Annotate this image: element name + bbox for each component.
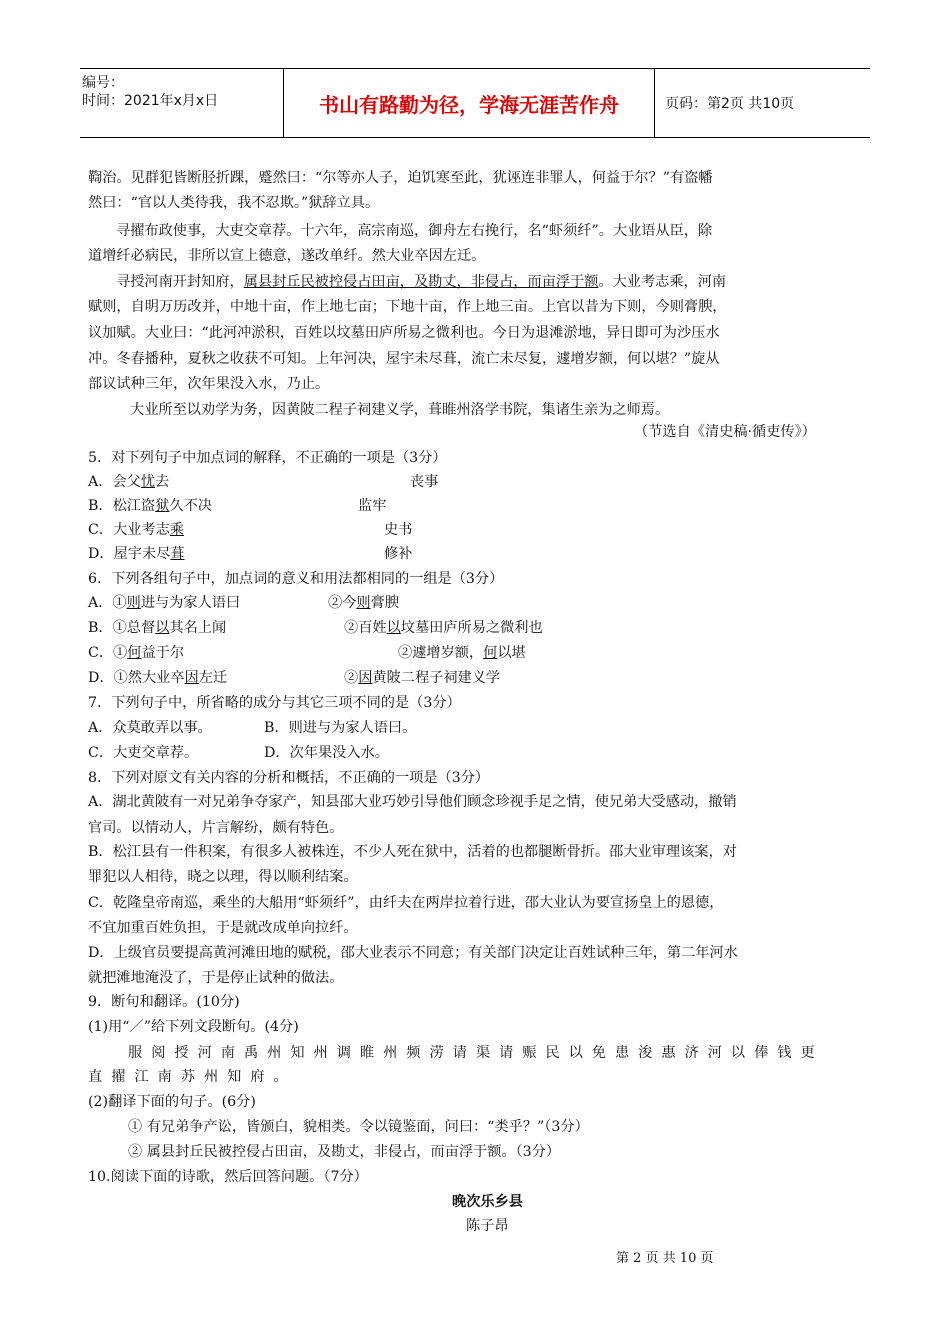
- text-segment: 以堪: [497, 645, 526, 661]
- text-segment: 膏腴: [370, 595, 399, 611]
- punctuation-text-line: 服阅授河南禹州知州调睢州频涝请渠请赈民以免患浚惠济河以俸钱更: [128, 1045, 824, 1061]
- option-c: C．大吏交章荐。: [88, 745, 199, 761]
- text-segment: ②遽增岁额，: [398, 645, 484, 661]
- subquestion-1: (1)用“／”给下列文段断句。(4分): [88, 1019, 299, 1035]
- option-b-line: 罪犯以人相待，晓之以理，得以顺利结案。: [88, 869, 358, 885]
- marked-word: 忧: [140, 474, 156, 490]
- option-c-1: [88, 643, 184, 663]
- option-b-2: [344, 618, 543, 638]
- option-b-1: [88, 618, 226, 638]
- text-segment: D．屋宇未尽: [88, 546, 171, 562]
- option-a: [88, 472, 169, 492]
- marked-word: 则: [356, 595, 371, 611]
- option-d-line: D．上级官员要提高黄河滩田地的赋税，邵大业表示不同意；有关部门决定让百姓试种三年，第二年河水: [88, 945, 738, 961]
- text-segment: 益于尔: [141, 645, 185, 661]
- question-stem: 6．下列各组句子中，加点词的意义和用法都相同的一组是（3分）: [88, 571, 504, 587]
- passage-line: 议加赋。大业曰：“此河冲淤积，百姓以坟墓田庐所易之微利也。今日为退滩淤地，异日即可为沙压水: [88, 325, 720, 341]
- option-a-1: [88, 593, 240, 613]
- option-a-2: [328, 593, 399, 613]
- poem-title: 晚次乐乡县: [452, 1194, 523, 1210]
- text-segment: D．①然大业卒: [88, 670, 185, 686]
- marked-word: 因: [358, 670, 373, 686]
- marked-word: 何: [127, 645, 142, 661]
- option-a-explanation: 丧事: [410, 474, 439, 490]
- marked-word: 则: [126, 595, 141, 611]
- translation-sentence-1: ① 有兄弟争产讼，皆颁白，貌相类。令以镜鉴面，问曰：“类乎？”（3分）: [128, 1119, 589, 1135]
- page-footer: 第 2 页 共 10 页: [616, 1251, 714, 1266]
- poem-author: 陈子昂: [466, 1218, 509, 1234]
- question-stem: 8．下列对原文有关内容的分析和概括，不正确的一项是（3分）: [88, 770, 490, 786]
- passage-line: [116, 272, 726, 292]
- marked-word: 以: [155, 620, 170, 636]
- text-segment: C．①: [88, 645, 128, 661]
- header-motto: 书山有路勤为径，学海无涯苦作舟: [284, 69, 655, 137]
- option-c-line: 不宜加重百姓负担，于是就改成单向拉纤。: [88, 920, 358, 936]
- option-b-explanation: 监牢: [358, 498, 387, 514]
- option-b-line: B．松江县有一件积案，有很多人被株连，不少人死在狱中，活着的也都腿断骨折。邵大业审理该案，对: [88, 844, 737, 860]
- question-stem: 10.阅读下面的诗歌，然后回答问题。（7分）: [88, 1169, 368, 1185]
- option-d: D．次年果没入水。: [264, 745, 389, 761]
- text-segment: 。大业考志乘，河南: [598, 274, 727, 290]
- subquestion-2: (2)翻译下面的句子。(6分): [88, 1094, 256, 1110]
- option-a-line: 官司。以情动人，片言解纷，颇有特色。: [88, 820, 344, 836]
- question-stem: 9．断句和翻译。(10分): [88, 994, 240, 1010]
- marked-word: 因: [184, 670, 199, 686]
- text-segment: 寻授河南开封知府，: [116, 274, 244, 290]
- option-d: [88, 544, 185, 564]
- option-a-line: A．湖北黄陂有一对兄弟争夺家产，知县邵大业巧妙引导他们顾念珍视手足之情，使兄弟大受感动，撤销: [88, 794, 737, 810]
- marked-word: 何: [483, 645, 498, 661]
- passage-line: 道增纤必病民，非所以宣上德意，遂改单纤。然大业卒因左迁。: [88, 248, 486, 264]
- text-segment: ②百姓: [344, 620, 387, 636]
- option-c-2: [398, 643, 526, 663]
- question-stem: 7．下列句子中，所省略的成分与其它三项不同的是（3分）: [88, 695, 461, 711]
- text-segment: 久不决: [169, 498, 212, 514]
- text-segment: 左迁: [198, 670, 228, 686]
- option-d-explanation: 修补: [384, 546, 413, 562]
- marked-word: 乘: [169, 522, 184, 538]
- marked-word: 狱: [155, 498, 170, 514]
- marked-word: 葺: [170, 546, 185, 562]
- punctuation-text-line: 直擢江南苏州知府。: [88, 1069, 297, 1085]
- text-segment: 其名上闻: [169, 620, 227, 636]
- option-c-line: C．乾隆皇帝南巡，乘坐的大船用“虾须纤”，由纤夫在两岸拉着行进，邵大业认为要宣扬皇上的恩德，: [88, 895, 724, 911]
- text-segment: ②今: [328, 595, 357, 611]
- option-d-line: 就把滩地淹没了，于是停止试种的做法。: [88, 970, 344, 986]
- text-segment: A．①: [88, 595, 127, 611]
- option-d-2: [344, 668, 500, 688]
- question-stem: 5．对下列句子中加点词的解释，不正确的一项是（3分）: [88, 450, 447, 466]
- text-segment: 坟墓田庐所易之微利也: [400, 620, 543, 636]
- text-segment: A．会父: [88, 474, 141, 490]
- passage-line: 鞫治。见群犯皆断胫折踝，蹙然曰：“尔等亦人子，迫饥寒至此，犹诬连非罪人，何益于尔？”有盗幡: [88, 170, 713, 186]
- passage-line: 寻擢布政使事，大吏交章荐。十六年，高宗南巡，御舟左右挽行，名“虾须纤”。大业语从臣，除: [116, 223, 713, 239]
- text-segment: 去: [155, 474, 170, 490]
- option-c-explanation: 史书: [384, 522, 413, 538]
- option-b: [88, 496, 212, 516]
- option-c: [88, 520, 184, 540]
- translation-sentence-2: ② 属县封丘民被控侵占田亩，及勘丈，非侵占，而亩浮于额。（3分）: [128, 1144, 561, 1160]
- passage-line: 部议试种三年，次年果没入水，乃止。: [88, 376, 330, 392]
- text-segment: ②: [344, 670, 359, 686]
- time-label: 时间：2021年x月x日: [82, 93, 219, 109]
- passage-line: 大业所至以劝学为务，因黄陂二程子祠建义学，葺睢州洛学书院，集诸生亲为之师焉。: [130, 402, 670, 418]
- underlined-sentence: 属县封丘民被控侵占田亩，及勘丈，非侵占，而亩浮于额: [243, 274, 599, 290]
- passage-line: 然曰：“官以人类待我，我不忍欺。”狱辞立具。: [88, 195, 380, 211]
- passage-line: 冲。冬春播种，夏秋之收获不可知。上年河决，屋宇未尽葺，流亡未尽复，遽增岁额，何以堪？”旋从: [88, 351, 720, 367]
- text-segment: 黄陂二程子祠建义学: [372, 670, 501, 686]
- option-a: A．众莫敢弄以事。: [88, 720, 212, 736]
- page-header: [80, 68, 870, 138]
- text-segment: B．松江盗: [88, 498, 156, 514]
- text-segment: C．大业考志: [88, 522, 170, 538]
- header-page-info: 页码：第2页 共10页: [665, 96, 795, 112]
- marked-word: 以: [386, 620, 401, 636]
- option-d-1: [88, 668, 227, 688]
- number-label: 编号：: [82, 75, 124, 91]
- passage-line: 赋则，自明万历改并，中地十亩，作上地七亩；下地十亩，作上地三亩。上官以昔为下则，今则膏腴，: [88, 299, 727, 315]
- option-b: B．则进与为家人语曰。: [264, 720, 417, 736]
- text-segment: 进与为家人语曰: [140, 595, 241, 611]
- passage-source: （节选自《清史稿·循吏传》）: [634, 424, 816, 440]
- text-segment: B．①总督: [88, 620, 156, 636]
- header-left-cell: [80, 69, 284, 137]
